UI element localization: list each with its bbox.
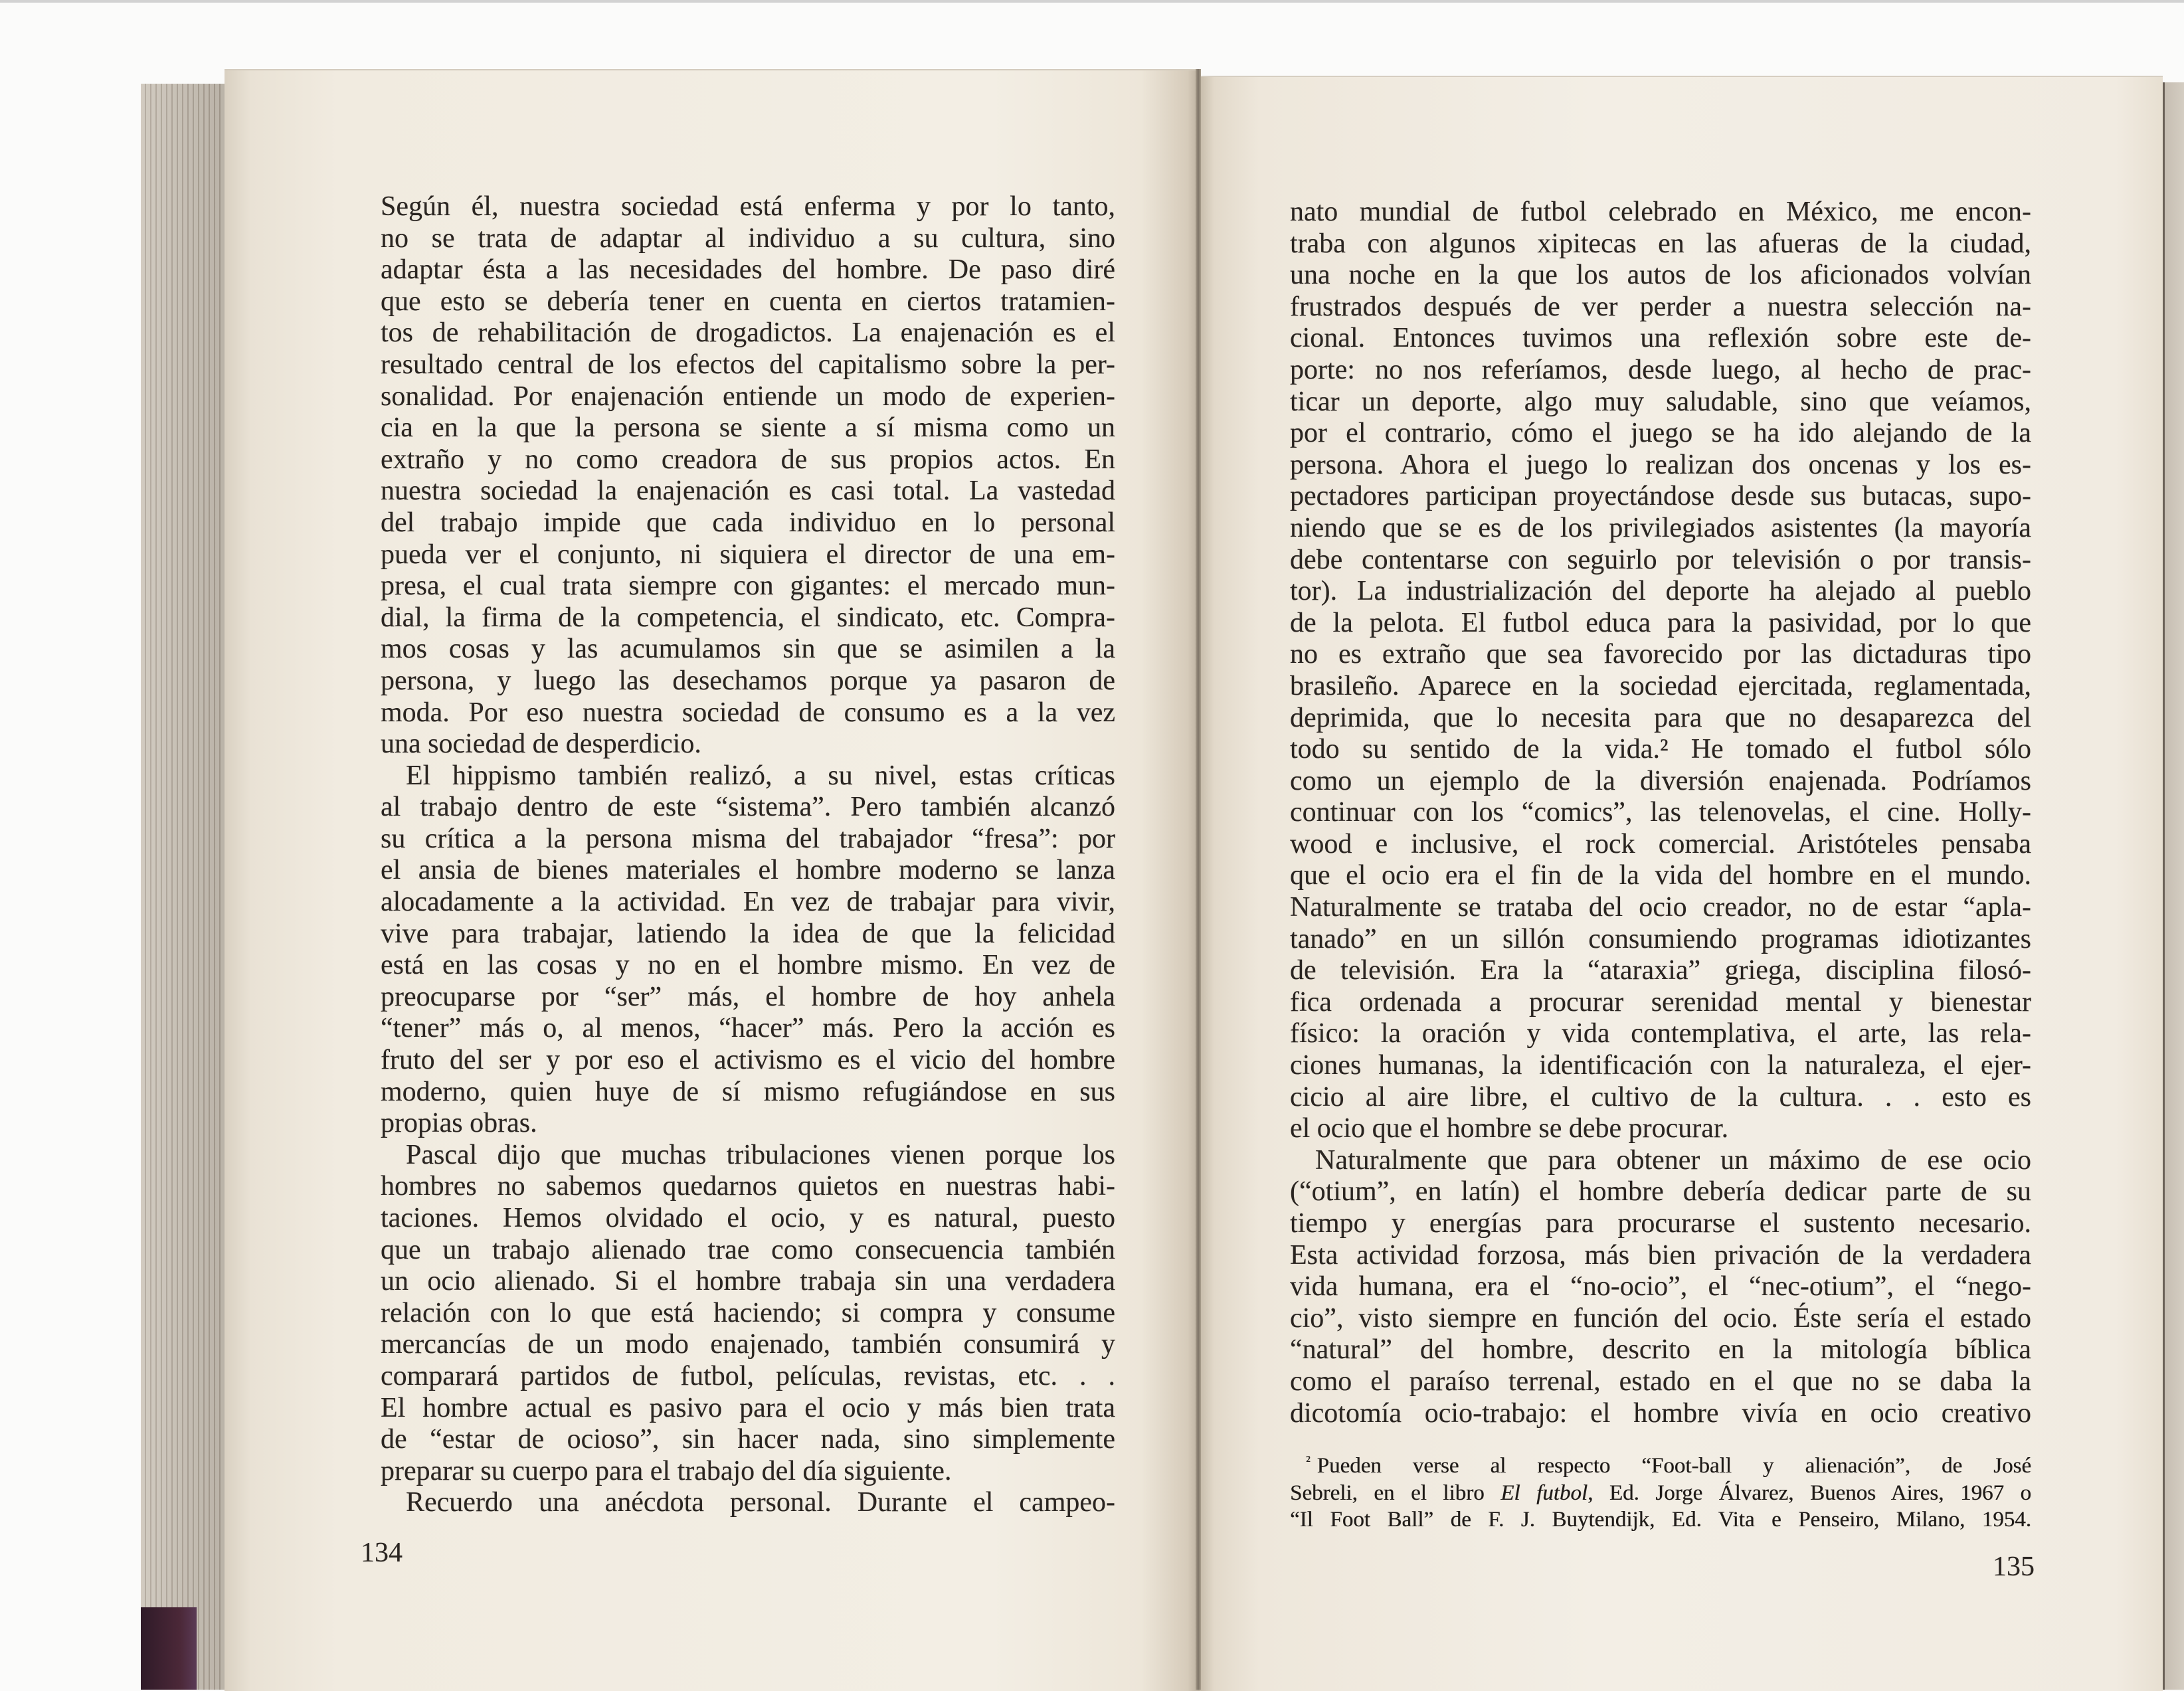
text-line: el ansia de bienes materiales el hombre moderno se lanza (381, 855, 1115, 886)
text-line: el ocio que el hombre se debe procurar. (1290, 1113, 1729, 1144)
text-line: cio”, visto siempre en función del ocio. Éste sería el estado (1290, 1302, 2031, 1334)
text-line: fruto del ser y por eso el activismo es el vicio del hombre (381, 1045, 1115, 1076)
text-line: debe contentarse con seguirlo por televisión o por transis- (1290, 544, 2031, 575)
text-line: persona, y luego las desechamos porque ya pasaron de (381, 665, 1115, 696)
paragraph (381, 760, 1115, 1140)
text-line: sonalidad. Por enajenación entiende un modo de experien- (381, 381, 1115, 412)
text-line: ticar un deporte, algo muy saludable, sino que veíamos, (1290, 386, 2031, 417)
text-line: Naturalmente que para obtener un máximo de ese ocio (1315, 1144, 2031, 1176)
page-stack-right (2163, 82, 2184, 1690)
book-gutter (1196, 69, 1201, 1690)
paragraph (381, 1487, 1115, 1519)
text-line: persona. Ahora el juego lo realizan dos oncenas y los es- (1290, 449, 2031, 480)
text-line: relación con lo que está haciendo; si compra y consume (381, 1297, 1115, 1328)
text-line: moda. Por eso nuestra sociedad de consumo es a la vez (381, 697, 1115, 728)
text-line: extraño y no como creadora de sus propios actos. En (381, 444, 1115, 475)
page-stack-left (141, 84, 225, 1690)
text-line: Recuerdo una anécdota personal. Durante el campeo- (406, 1487, 1115, 1518)
text-line: preparar su cuerpo para el trabajo del día siguiente. (381, 1455, 952, 1486)
text-line: presa, el cual trata siempre con gigantes: el mercado mun- (381, 571, 1115, 602)
text-line: tor). La industrialización del deporte ha alejado al pueblo (1290, 576, 2031, 607)
text-line: vive para trabajar, latiendo la idea de que la felicidad (381, 918, 1115, 949)
footnote (1290, 1448, 2031, 1534)
footnote-line (1290, 1480, 2031, 1507)
text-line: como un ejemplo de la diversión enajenada. Podríamos (1290, 765, 2031, 796)
text-line: Naturalmente se trataba del ocio creador, no de estar “apla- (1290, 892, 2031, 923)
text-line: “natural” del hombre, descrito en la mitología bíblica (1290, 1334, 2031, 1366)
text-line: físico: la oración y vida contemplativa, el arte, las rela- (1290, 1018, 2031, 1049)
paragraph (1290, 1145, 2031, 1429)
footnote-text: , Ed. Jorge Álvarez, Buenos Aires, 1967 o (1588, 1480, 2031, 1505)
text-line: continuar con los “comics”, las telenovelas, el cine. Holly- (1290, 797, 2031, 828)
footnote-line (1290, 1448, 2031, 1480)
book-cover-corner (141, 1607, 197, 1690)
text-line: cicio al aire libre, el cultivo de la cultura. . . esto es (1290, 1081, 2031, 1112)
text-line: comparará partidos de futbol, películas, revistas, etc. . . (381, 1360, 1115, 1391)
paragraph (381, 1140, 1115, 1488)
text-line: nuestra sociedad la enajenación es casi total. La vastedad (381, 476, 1115, 507)
text-line: hombres no sabemos quedarnos quietos en nuestras habi- (381, 1171, 1115, 1202)
text-line: propias obras. (381, 1108, 537, 1139)
text-line: frustrados después de ver perder a nuestra selección na- (1290, 291, 2031, 322)
text-line: wood e inclusive, el rock comercial. Aristóteles pensaba (1290, 828, 2031, 859)
text-line: no se trata de adaptar al individuo a su cultura, sino (381, 222, 1115, 254)
text-line: pueda ver el conjunto, ni siquiera el director de una em- (381, 539, 1115, 570)
text-line: adaptar ésta a las necesidades del hombre. De paso diré (381, 254, 1115, 286)
text-line: de “estar de ocioso”, sin hacer nada, sino simplemente (381, 1424, 1115, 1455)
text-line: cia en la que la persona se siente a sí misma como un (381, 412, 1115, 444)
text-line: todo su sentido de la vida.² He tomado el futbol sólo (1290, 734, 2031, 765)
footnote-text: Pueden verse al respecto “Foot-ball y alienación”, de José (1317, 1454, 2031, 1478)
text-line: dial, la firma de la competencia, el sindicato, etc. Compra- (381, 602, 1115, 633)
text-line: al trabajo dentro de este “sistema”. Pero también alcanzó (381, 792, 1115, 823)
footnote-book-title: El futbol (1501, 1480, 1588, 1505)
paragraph (1290, 197, 2031, 1145)
scan-top-edge (0, 0, 2184, 3)
text-line: de la pelota. El futbol educa para la pasividad, por lo que (1290, 607, 2031, 638)
text-line: que esto se debería tener en cuenta en ciertos tratamien- (381, 286, 1115, 317)
text-line: preocuparse por “ser” más, el hombre de hoy anhela (381, 981, 1115, 1012)
text-line: Según él, nuestra sociedad está enferma y por lo tanto, (381, 191, 1115, 222)
text-line: que el ocio era el fin de la vida del hombre en el mundo. (1290, 860, 2031, 891)
text-line: moderno, quien huye de sí mismo refugiándose en sus (381, 1076, 1115, 1107)
paragraph (381, 191, 1115, 760)
text-line: ciones humanas, la identificación con la naturaleza, el ejer- (1290, 1050, 2031, 1081)
text-line: Esta actividad forzosa, más bien privación de la verdadera (1290, 1239, 2031, 1271)
text-line: taciones. Hemos olvidado el ocio, y es natural, puesto (381, 1203, 1115, 1233)
text-line: El hombre actual es pasivo para el ocio y más bien trata (381, 1392, 1115, 1423)
text-line: (“otium”, en latín) el hombre debería dedicar parte de su (1290, 1176, 2031, 1207)
text-line: está en las cosas y no en el hombre mismo. En vez de (381, 950, 1115, 981)
footnote-text: Sebreli, en el libro (1290, 1480, 1501, 1505)
text-line: “tener” más o, al menos, “hacer” más. Pero la acción es (381, 1013, 1115, 1044)
text-line: fica ordenada a procurar serenidad mental y bienestar (1290, 986, 2031, 1018)
text-line: no es extraño que sea favorecido por las dictaduras tipo (1290, 639, 2031, 670)
left-page-text (381, 191, 1115, 1519)
text-line: brasileño. Aparece en la sociedad ejercitada, reglamentada, (1290, 670, 2031, 701)
text-line: tanado” en un sillón consumiendo programas idiotizantes (1290, 923, 2031, 954)
text-line: dicotomía ocio-trabajo: el hombre vivía en ocio creativo (1290, 1397, 2031, 1429)
text-line: tos de rehabilitación de drogadictos. La enajenación es el (381, 317, 1115, 349)
text-line: pectadores participan proyectándose desde sus butacas, supo- (1290, 481, 2031, 512)
text-line: una noche en la que los autos de los aficionados volvían (1290, 260, 2031, 291)
text-line: una sociedad de desperdicio. (381, 729, 701, 760)
text-line: de televisión. Era la “ataraxia” griega, disciplina filosó- (1290, 955, 2031, 986)
text-line: vida humana, era el “no-ocio”, el “nec-otium”, el “nego- (1290, 1271, 2031, 1302)
text-line: que un trabajo alienado trae como consecuencia también (381, 1234, 1115, 1265)
footnote-marker: ² (1306, 1453, 1311, 1469)
text-line: un ocio alienado. Si el hombre trabaja sin una verdadera (381, 1266, 1115, 1297)
text-line: alocadamente a la actividad. En vez de trabajar para vivir, (381, 887, 1115, 918)
text-line: porte: no nos referíamos, desde luego, al hecho de prac- (1290, 354, 2031, 385)
footnote-line: “Il Foot Ball” de F. J. Buytendijk, Ed. Vita e Penseiro, Milano, 1954. (1290, 1508, 2031, 1532)
right-page-text (1290, 197, 2031, 1429)
text-line: cional. Entonces tuvimos una reflexión sobre este de- (1290, 323, 2031, 354)
page-number: 135 (1993, 1552, 2035, 1582)
text-line: mercancías de un modo enajenado, también consumirá y (381, 1329, 1115, 1360)
text-line: Pascal dijo que muchas tribulaciones vienen porque los (406, 1139, 1115, 1170)
text-line: El hippismo también realizó, a su nivel, estas críticas (406, 760, 1115, 791)
text-line: como el paraíso terrenal, estado en el que no se daba la (1290, 1366, 2031, 1397)
text-line: traba con algunos xipitecas en las afueras de la ciudad, (1290, 228, 2031, 259)
text-line: mos cosas y las acumulamos sin que se asimilen a la (381, 634, 1115, 665)
text-line: nato mundial de futbol celebrado en México, me encon- (1290, 197, 2031, 227)
text-line: tiempo y energías para procurarse el sustento necesario. (1290, 1208, 2031, 1239)
text-line: su crítica a la persona misma del trabajador “fresa”: por (381, 823, 1115, 854)
text-line: resultado central de los efectos del capitalismo sobre la per- (381, 349, 1115, 380)
text-line: por el contrario, cómo el juego se ha ido alejando de la (1290, 418, 2031, 449)
text-line: niendo que se es de los privilegiados asistentes (la mayoría (1290, 512, 2031, 543)
text-line: deprimida, que lo necesita para que no desaparezca del (1290, 702, 2031, 733)
page-number: 134 (361, 1538, 403, 1568)
text-line: del trabajo impide que cada individuo en lo personal (381, 507, 1115, 538)
